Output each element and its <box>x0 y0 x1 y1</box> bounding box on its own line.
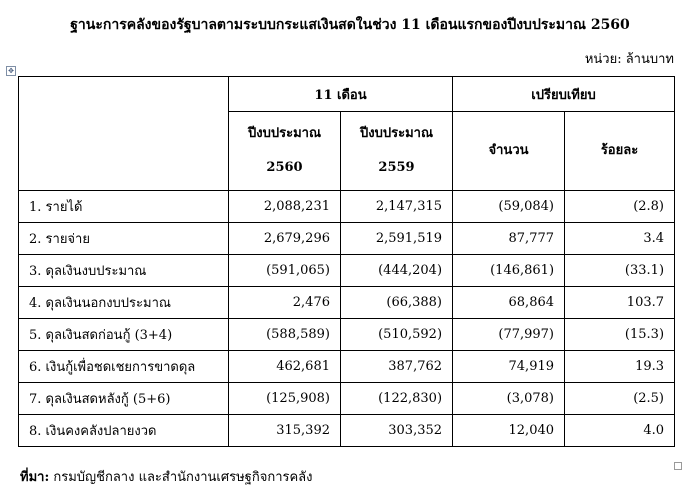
header-fy2560-line1: ปีงบประมาณ <box>248 126 321 141</box>
value-fy2560: 315,392 <box>229 415 341 447</box>
value-percent: 3.4 <box>565 223 675 255</box>
value-fy2559: 2,147,315 <box>341 191 453 223</box>
table-row <box>19 223 675 255</box>
table-row <box>19 319 675 351</box>
table-row <box>19 287 675 319</box>
value-fy2560: 2,088,231 <box>229 191 341 223</box>
row-label: 5. ดุลเงินสดก่อนกู้ (3+4) <box>19 319 229 351</box>
value-amount: (146,861) <box>453 255 565 287</box>
value-amount: (59,084) <box>453 191 565 223</box>
table-row <box>19 415 675 447</box>
unit-label: หน่วย: ล้านบาท <box>584 52 674 67</box>
row-label: 2. รายจ่าย <box>19 223 229 255</box>
value-fy2559: 303,352 <box>341 415 453 447</box>
value-amount: 68,864 <box>453 287 565 319</box>
value-fy2559: (510,592) <box>341 319 453 351</box>
header-11-months: 11 เดือน <box>229 77 453 112</box>
row-label: 8. เงินคงคลังปลายงวด <box>19 415 229 447</box>
header-fy2560 <box>229 112 341 191</box>
fiscal-position-table <box>18 76 675 447</box>
value-percent: 19.3 <box>565 351 675 383</box>
move-anchor-icon[interactable]: ✥ <box>6 66 16 76</box>
table-body <box>19 191 675 447</box>
table-row <box>19 351 675 383</box>
header-fy2559-line2: 2559 <box>378 160 415 175</box>
header-comparison: เปรียบเทียบ <box>453 77 675 112</box>
value-fy2560: 462,681 <box>229 351 341 383</box>
row-label: 6. เงินกู้เพื่อชดเชยการขาดดุล <box>19 351 229 383</box>
table-row <box>19 383 675 415</box>
value-fy2560: 2,679,296 <box>229 223 341 255</box>
row-label: 3. ดุลเงินงบประมาณ <box>19 255 229 287</box>
header-amount: จำนวน <box>453 112 565 191</box>
table-resize-handle[interactable] <box>674 462 682 470</box>
value-amount: 74,919 <box>453 351 565 383</box>
value-fy2560: 2,476 <box>229 287 341 319</box>
header-percent: ร้อยละ <box>565 112 675 191</box>
value-fy2559: (66,388) <box>341 287 453 319</box>
table-row <box>19 191 675 223</box>
header-fy2559 <box>341 112 453 191</box>
value-fy2560: (591,065) <box>229 255 341 287</box>
value-percent: (33.1) <box>565 255 675 287</box>
value-fy2559: 387,762 <box>341 351 453 383</box>
value-fy2559: (122,830) <box>341 383 453 415</box>
row-label: 1. รายได้ <box>19 191 229 223</box>
table-header-row <box>19 77 675 112</box>
value-fy2560: (588,589) <box>229 319 341 351</box>
value-amount: (77,997) <box>453 319 565 351</box>
table-row <box>19 255 675 287</box>
value-percent: 4.0 <box>565 415 675 447</box>
value-amount: (3,078) <box>453 383 565 415</box>
header-blank-cell <box>19 77 229 191</box>
header-fy2560-line2: 2560 <box>266 160 303 175</box>
value-fy2559: (444,204) <box>341 255 453 287</box>
value-percent: 103.7 <box>565 287 675 319</box>
value-percent: (15.3) <box>565 319 675 351</box>
value-fy2559: 2,591,519 <box>341 223 453 255</box>
document-title: ฐานะการคลังของรัฐบาลตามระบบกระแสเงินสดในช่วง 11 เดือนแรกของปีงบประมาณ 2560 <box>70 17 630 33</box>
source-text: กรมบัญชีกลาง และสำนักงานเศรษฐกิจการคลัง <box>49 470 313 485</box>
source-note <box>20 466 313 487</box>
source-label: ที่มา: <box>20 470 50 485</box>
header-fy2559-line1: ปีงบประมาณ <box>360 126 433 141</box>
row-label: 4. ดุลเงินนอกงบประมาณ <box>19 287 229 319</box>
row-label: 7. ดุลเงินสดหลังกู้ (5+6) <box>19 383 229 415</box>
value-fy2560: (125,908) <box>229 383 341 415</box>
value-percent: (2.8) <box>565 191 675 223</box>
value-amount: 87,777 <box>453 223 565 255</box>
value-percent: (2.5) <box>565 383 675 415</box>
value-amount: 12,040 <box>453 415 565 447</box>
